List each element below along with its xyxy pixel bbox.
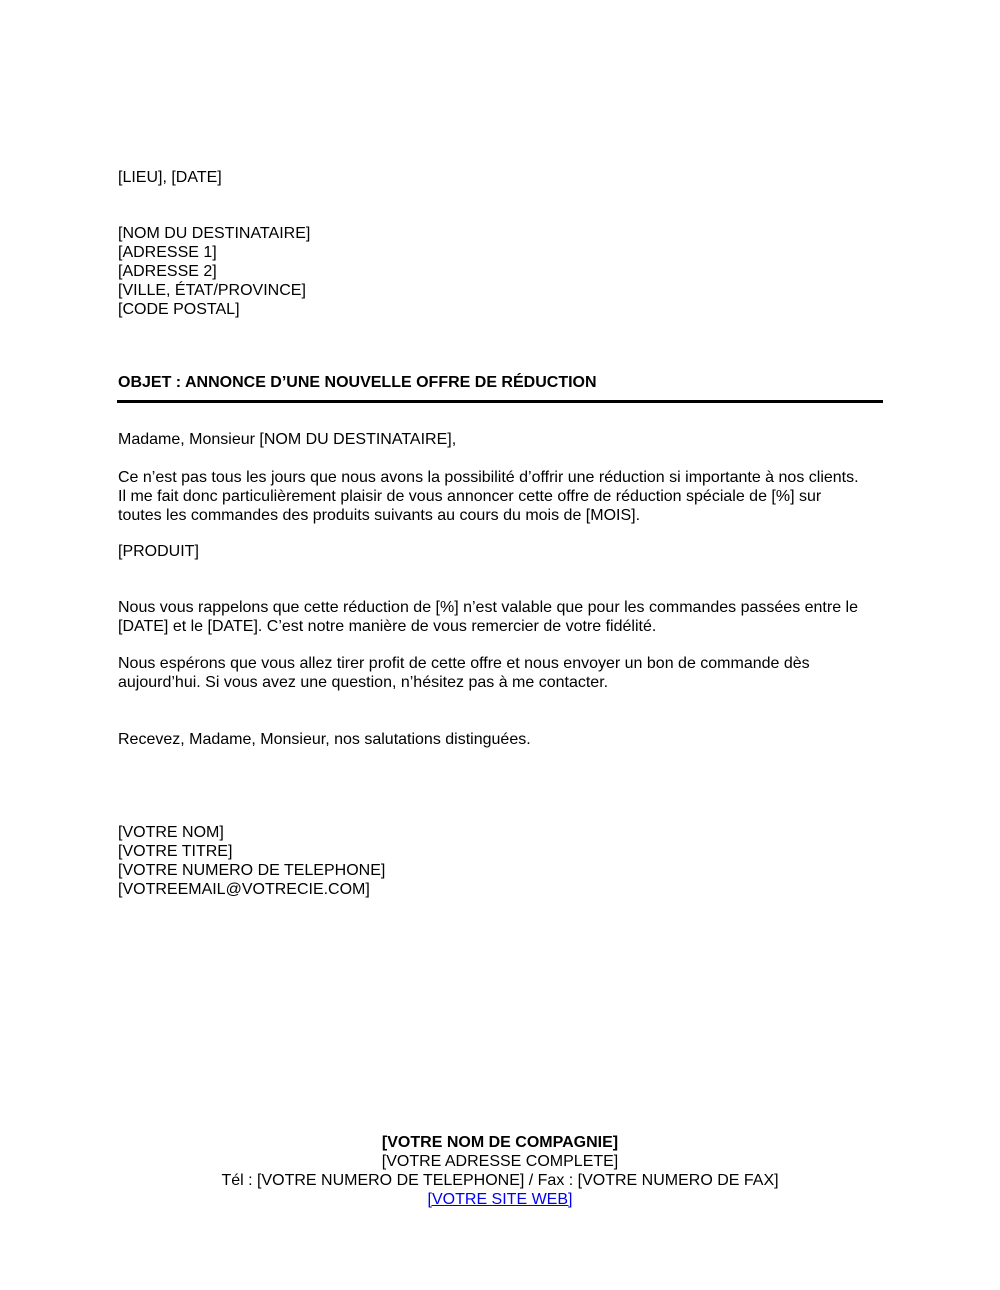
paragraph-1-line: Il me fait donc particulièrement plaisir de vous annoncer cette offre de réduction spéciale de [%] sur xyxy=(118,488,822,505)
place-date: [LIEU], [DATE] xyxy=(118,169,222,186)
letter-footer xyxy=(0,1133,1000,1209)
salutation: Madame, Monsieur [NOM DU DESTINATAIRE], xyxy=(118,431,457,448)
recipient-address xyxy=(118,224,310,319)
subject-divider xyxy=(117,400,883,403)
footer-company-name: [VOTRE NOM DE COMPAGNIE] xyxy=(381,1134,619,1151)
closing-formula: Recevez, Madame, Monsieur, nos salutations distinguées. xyxy=(118,731,531,748)
signature-title: [VOTRE TITRE] xyxy=(118,843,233,860)
footer-website-link[interactable]: [VOTRE SITE WEB] xyxy=(427,1191,573,1208)
paragraph-1 xyxy=(118,468,859,525)
recipient-address-1: [ADRESSE 1] xyxy=(118,244,217,261)
signature-name: [VOTRE NOM] xyxy=(118,824,224,841)
footer-contact: Tél : [VOTRE NUMERO DE TELEPHONE] / Fax : [VOTRE NUMERO DE FAX] xyxy=(221,1172,779,1189)
signature-phone: [VOTRE NUMERO DE TELEPHONE] xyxy=(118,862,386,879)
paragraph-3-line: Nous espérons que vous allez tirer profit de cette offre et nous envoyer un bon de commande dès xyxy=(118,655,810,672)
paragraph-3-line: aujourd’hui. Si vous avez une question, n’hésitez pas à me contacter. xyxy=(118,674,609,691)
paragraph-1-line: Ce n’est pas tous les jours que nous avons la possibilité d’offrir une réduction si importante à nos clients. xyxy=(118,469,859,486)
paragraph-3 xyxy=(118,654,810,692)
subject-line: OBJET : ANNONCE D’UNE NOUVELLE OFFRE DE RÉDUCTION xyxy=(118,374,597,391)
footer-address: [VOTRE ADRESSE COMPLETE] xyxy=(381,1153,619,1170)
recipient-postal-code: [CODE POSTAL] xyxy=(118,301,240,318)
recipient-name: [NOM DU DESTINATAIRE] xyxy=(118,225,311,242)
paragraph-2 xyxy=(118,598,858,636)
signature-block xyxy=(118,823,385,899)
product-placeholder: [PRODUIT] xyxy=(118,543,199,560)
paragraph-2-line: [DATE] et le [DATE]. C’est notre manière de vous remercier de votre fidélité. xyxy=(118,618,657,635)
paragraph-1-line: toutes les commandes des produits suivants au cours du mois de [MOIS]. xyxy=(118,507,641,524)
recipient-address-2: [ADRESSE 2] xyxy=(118,263,217,280)
paragraph-2-line: Nous vous rappelons que cette réduction de [%] n’est valable que pour les commandes passées entre le xyxy=(118,599,858,616)
recipient-city-state: [VILLE, ÉTAT/PROVINCE] xyxy=(118,282,306,299)
signature-email: [VOTREEMAIL@VOTRECIE.COM] xyxy=(118,881,370,898)
